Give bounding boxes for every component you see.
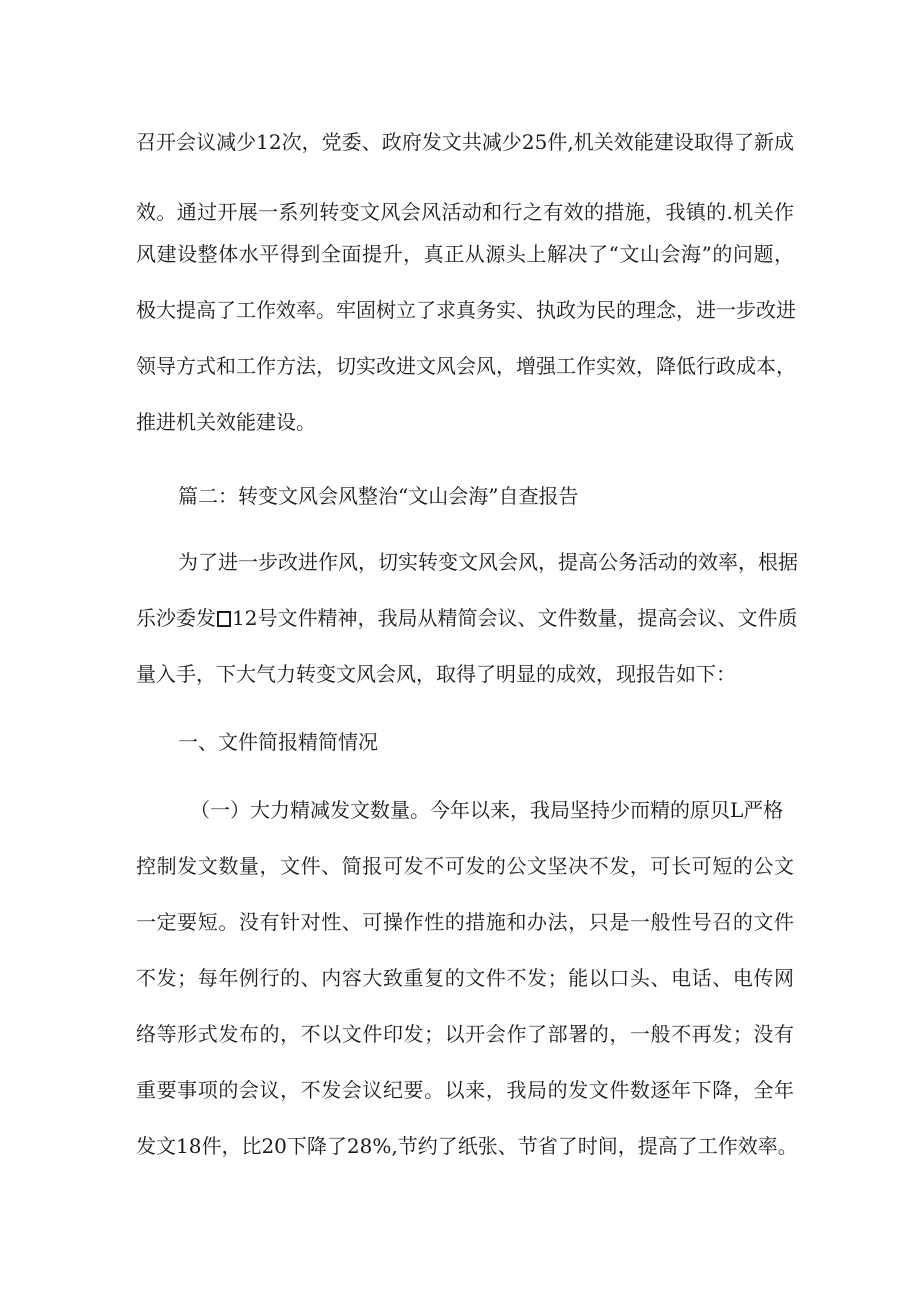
section-heading: 一、文件简报精简情况 xyxy=(178,730,378,754)
paragraph-1-line-3: 风建设整体水平得到全面提升，真正从源头上解决了“文山会海”的问题， xyxy=(136,242,794,266)
paragraph-3-line-1: （一）大力精减发文数量。今年以来，我局坚持少而精的原贝L严格 xyxy=(190,798,784,822)
missing-glyph-box-icon xyxy=(217,611,231,627)
paragraph-2-line-2-end: 12号文件精神，我局从精简会议、文件数量，提高会议、文件质 xyxy=(232,606,798,630)
paragraph-1-line-1: 召开会议减少12次，党委、政府发文共减少25件,机关效能建设取得了新成 xyxy=(136,130,794,154)
paragraph-2-line-2 xyxy=(136,604,798,632)
paragraph-2-line-3: 量入手，下大气力转变文风会风，取得了明显的成效，现报告如下： xyxy=(136,662,736,686)
article-heading: 篇二：转变文风会风整治“文山会海”自查报告 xyxy=(178,484,579,508)
paragraph-1-line-2: 效。通过开展一系列转变文风会风活动和行之有效的措施，我镇的.机关作 xyxy=(136,200,794,224)
paragraph-3-line-2: 控制发文数量，文件、简报可发不可发的公文坚决不发，可长可短的公文 xyxy=(136,854,794,878)
paragraph-2-line-1: 为了进一步改进作风，切实转变文风会风，提高公务活动的效率，根据 xyxy=(178,550,798,574)
paragraph-2-line-2-start: 乐沙委发 xyxy=(136,606,216,630)
paragraph-3-line-4: 不发；每年例行的、内容大致重复的文件不发；能以口头、电话、电传网 xyxy=(136,966,794,990)
paragraph-1-line-4: 极大提高了工作效率。牢固树立了求真务实、执政为民的理念，进一步改进 xyxy=(136,298,796,322)
paragraph-3-line-5: 络等形式发布的，不以文件印发；以开会作了部署的，一般不再发；没有 xyxy=(136,1022,794,1046)
paragraph-1-line-5: 领导方式和工作方法，切实改进文风会风，增强工作实效，降低行政成本， xyxy=(136,354,796,378)
paragraph-1-line-6: 推进机关效能建设。 xyxy=(136,410,316,434)
paragraph-3-line-7: 发文18件，比20下降了28%,节约了纸张、节省了时间，提高了工作效率。 xyxy=(136,1134,798,1158)
paragraph-3-line-6: 重要事项的会议，不发会议纪要。以来，我局的发文件数逐年下降，全年 xyxy=(136,1078,794,1102)
paragraph-3-line-3: 一定要短。没有针对性、可操作性的措施和办法，只是一般性号召的文件 xyxy=(136,910,794,934)
